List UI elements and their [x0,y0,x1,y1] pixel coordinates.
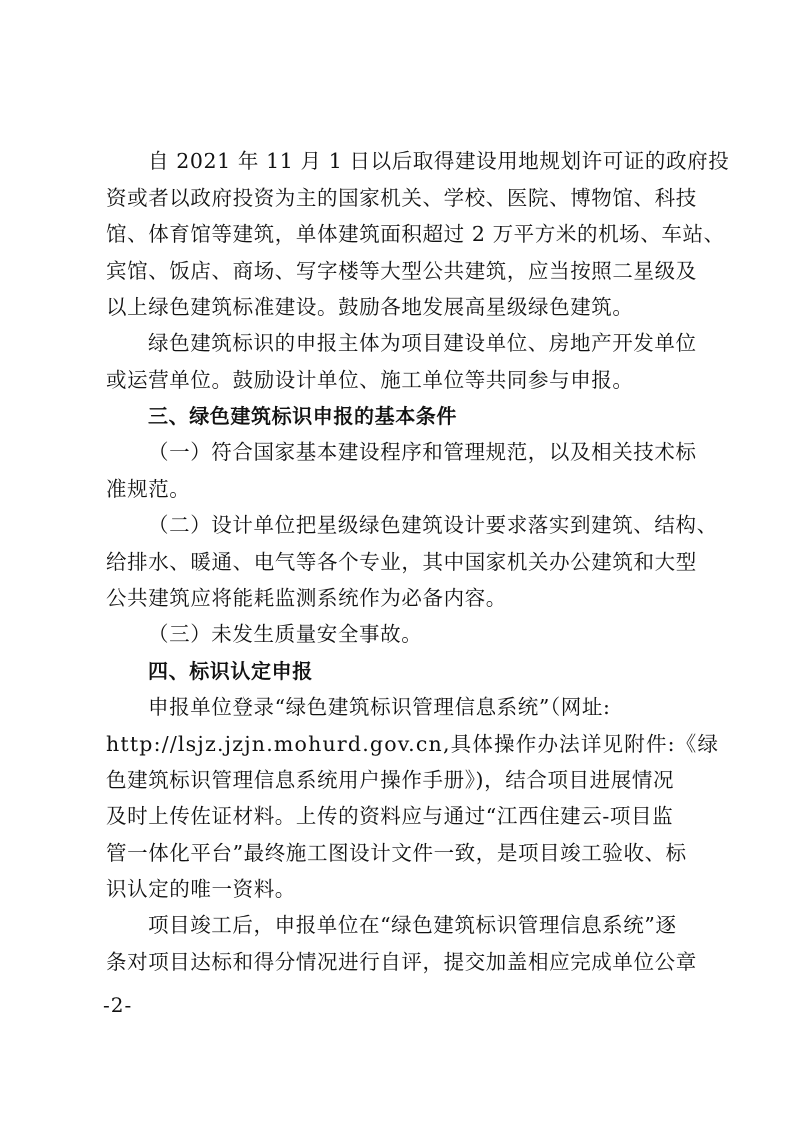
paragraph-line: 项目竣工后，申报单位在“绿色建筑标识管理信息系统”逐 [148,913,677,937]
paragraph-line: 准规范。 [106,477,191,501]
paragraph-line: （三）未发生质量安全事故。 [148,622,423,646]
paragraph-line: 资或者以政府投资为主的国家机关、学校、医院、博物馆、科技 [106,186,697,210]
page-number: -2- [103,993,133,1017]
paragraph-line: 以上绿色建筑标准建设。鼓励各地发展高星级绿色建筑。 [106,295,634,319]
paragraph-line: 条对项目达标和得分情况进行自评，提交加盖相应完成单位公章 [106,950,697,974]
paragraph-line: 或运营单位。鼓励设计单位、施工单位等共同参与申报。 [106,368,634,392]
paragraph-line: 给排水、暖通、电气等各个专业，其中国家机关办公建筑和大型 [106,550,697,574]
paragraph-line: 宾馆、饭店、商场、写字楼等大型公共建筑，应当按照二星级及 [106,259,697,283]
paragraph-line: 管一体化平台”最终施工图设计文件一致，是项目竣工验收、标 [106,841,687,865]
paragraph-line: 及时上传佐证材料。上传的资料应与通过“江西住建云-项目监 [106,804,674,828]
paragraph-line: 绿色建筑标识的申报主体为项目建设单位、房地产开发单位 [148,331,697,355]
paragraph-line: （二）设计单位把星级绿色建筑设计要求落实到建筑、结构、 [148,513,718,537]
paragraph-line: 色建筑标识管理信息系统用户操作手册》)，结合项目进展情况 [106,768,675,792]
paragraph-line-url: http://lsjz.jzjn.mohurd.gov.cn,具体操作办法详见附件:《绿 [106,732,720,756]
paragraph-line: 自 2021 年 11 月 1 日以后取得建设用地规划许可证的政府投 [148,149,730,173]
section-heading-3: 三、绿色建筑标识申报的基本条件 [148,404,457,428]
paragraph-line: （一）符合国家基本建设程序和管理规范，以及相关技术标 [148,440,697,464]
paragraph-line: 识认定的唯一资料。 [106,877,296,901]
paragraph-line: 公共建筑应将能耗监测系统作为必备内容。 [106,586,507,610]
section-heading-4: 四、标识认定申报 [148,659,313,683]
paragraph-line: 馆、体育馆等建筑，单体建筑面积超过 2 万平方米的机场、车站、 [106,222,725,246]
paragraph-line: 申报单位登录“绿色建筑标识管理信息系统”（网址: [148,695,611,719]
